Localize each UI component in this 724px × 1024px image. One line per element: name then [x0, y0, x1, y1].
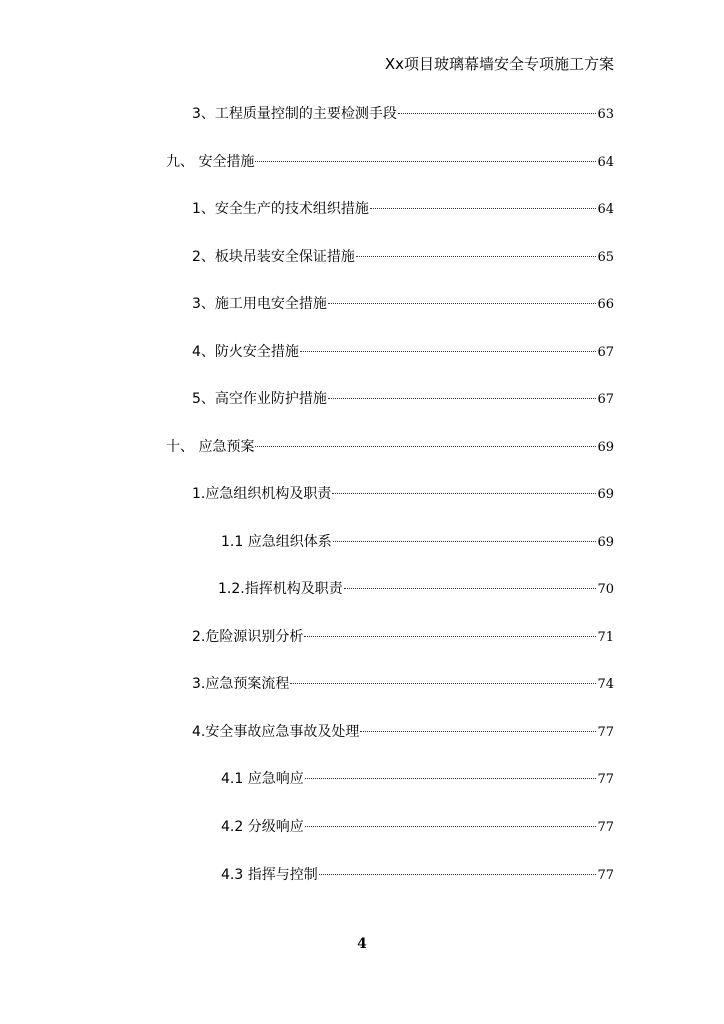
- toc-leader-dots: [305, 826, 597, 827]
- toc-entry-label: 1.1 应急组织体系: [221, 534, 332, 550]
- toc-entry-page: 77: [597, 725, 614, 740]
- toc-entry-label: 2、板块吊装安全保证措施: [192, 249, 355, 265]
- toc-entry-label: 1、安全生产的技术组织措施: [192, 201, 369, 217]
- toc-entry-page: 77: [597, 772, 614, 787]
- toc-entry-page: 64: [597, 155, 614, 170]
- page-header-title: Xx项目玻璃幕墙安全专项施工方案: [384, 55, 614, 73]
- toc-leader-dots: [356, 256, 597, 257]
- toc-entry[interactable]: [221, 769, 614, 789]
- toc-leader-dots: [333, 541, 597, 542]
- toc-entry-label: 5、高空作业防护措施: [192, 391, 327, 407]
- toc-entry-label: 4、防火安全措施: [192, 344, 299, 360]
- toc-leader-dots: [328, 303, 597, 304]
- toc-entry-label: 4.1 应急响应: [221, 771, 304, 787]
- toc-entry-label: 4.2 分级响应: [221, 819, 304, 835]
- toc-leader-dots: [290, 683, 596, 684]
- toc-entry-label: 2.危险源识别分析: [192, 629, 304, 645]
- toc-entry-label: 1.2.指挥机构及职责: [218, 581, 343, 597]
- toc-entry[interactable]: [192, 674, 614, 694]
- toc-entry[interactable]: [192, 104, 614, 124]
- toc-leader-dots: [360, 731, 596, 732]
- toc-entry-page: 69: [597, 440, 614, 455]
- toc-entry[interactable]: [221, 532, 614, 552]
- toc-leader-dots: [332, 493, 596, 494]
- toc-entry-page: 67: [597, 345, 614, 360]
- toc-entry-label: 4.安全事故应急事故及处理: [192, 724, 360, 740]
- toc-leader-dots: [328, 398, 597, 399]
- toc-entry[interactable]: [192, 484, 614, 504]
- toc-entry-label: 九、 安全措施: [166, 154, 255, 170]
- toc-leader-dots: [305, 778, 597, 779]
- toc-entry-page: 74: [597, 677, 614, 692]
- toc-entry[interactable]: [192, 342, 614, 362]
- page-number: 4: [357, 936, 367, 952]
- toc-entry-label: 1.应急组织机构及职责: [192, 486, 332, 502]
- toc-leader-dots: [344, 588, 597, 589]
- toc-entry-page: 63: [597, 107, 614, 122]
- toc-entry-page: 71: [597, 630, 614, 645]
- toc-entry-page: 65: [597, 250, 614, 265]
- toc-entry-label: 3、施工用电安全措施: [192, 296, 327, 312]
- toc-leader-dots: [370, 208, 597, 209]
- toc-leader-dots: [398, 113, 597, 114]
- toc-entry[interactable]: [192, 722, 614, 742]
- toc-entry-page: 70: [597, 582, 614, 597]
- toc-entry[interactable]: [192, 294, 614, 314]
- toc-entry[interactable]: [192, 247, 614, 267]
- toc-entry-page: 77: [597, 820, 614, 835]
- toc-entry-page: 77: [597, 868, 614, 883]
- toc-leader-dots: [300, 351, 597, 352]
- toc-entry-page: 69: [597, 487, 614, 502]
- toc-entry[interactable]: [166, 437, 614, 457]
- toc-entry-label: 4.3 指挥与控制: [221, 867, 318, 883]
- toc-entry[interactable]: [192, 199, 614, 219]
- toc-entry-page: 67: [597, 392, 614, 407]
- toc-entry[interactable]: [192, 389, 614, 409]
- toc-entry-label: 3.应急预案流程: [192, 676, 290, 692]
- toc-entry[interactable]: [221, 865, 614, 885]
- toc-leader-dots: [255, 161, 596, 162]
- toc-entry[interactable]: [166, 152, 614, 172]
- toc-leader-dots: [255, 446, 596, 447]
- toc-entry[interactable]: [192, 627, 614, 647]
- toc-entry-label: 十、 应急预案: [166, 439, 255, 455]
- toc-entry-page: 69: [597, 535, 614, 550]
- toc-leader-dots: [319, 874, 597, 875]
- toc-entry-label: 3、工程质量控制的主要检测手段: [192, 106, 397, 122]
- toc-entry[interactable]: [221, 817, 614, 837]
- toc-entry-page: 64: [597, 202, 614, 217]
- toc-entry-page: 66: [597, 297, 614, 312]
- toc-entry[interactable]: [218, 579, 614, 599]
- toc-leader-dots: [304, 636, 596, 637]
